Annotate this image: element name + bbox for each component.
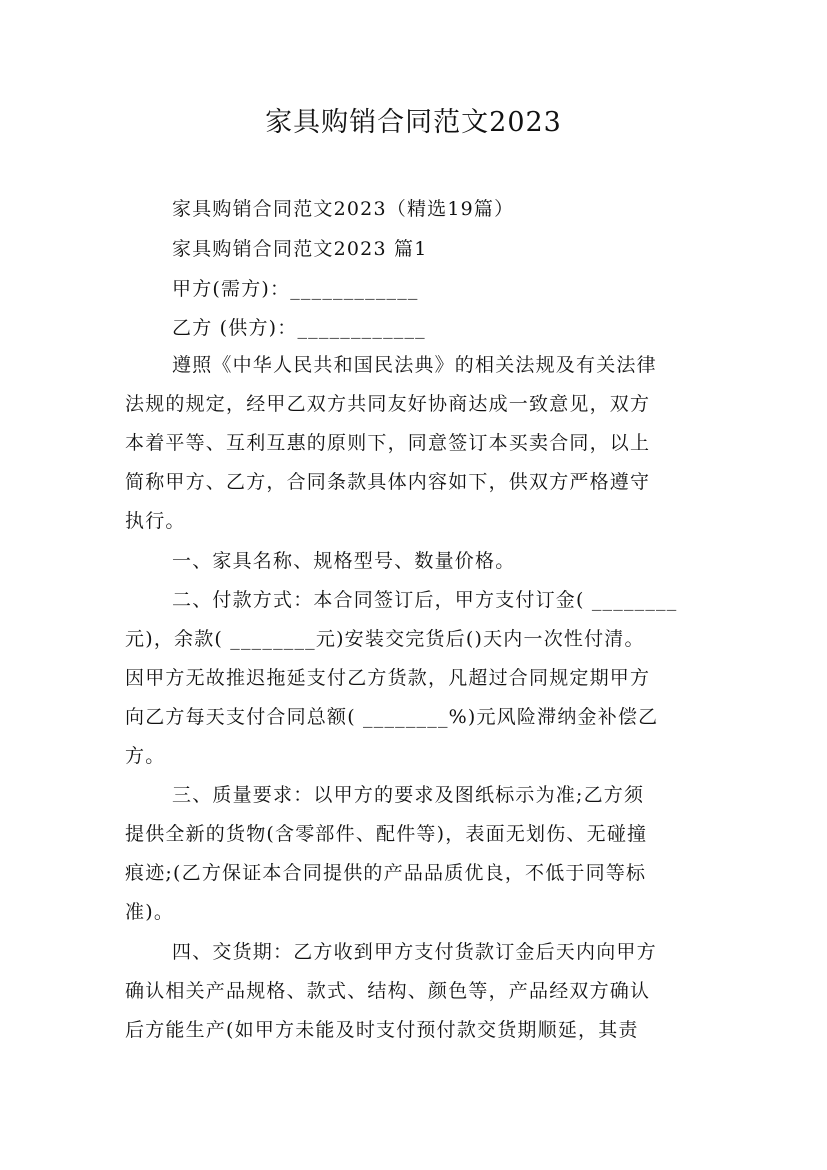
clause-line: 向乙方每天支付合同总额( ________%)元风险滞纳金补偿乙 (125, 706, 659, 728)
party-b-line: 乙方 (供方)：____________ (172, 317, 426, 339)
clause-line: 一、家具名称、规格型号、数量价格。 (172, 550, 516, 572)
clause-line: 确认相关产品规格、款式、结构、颜色等，产品经双方确认 (125, 980, 651, 1002)
clause-line: 因甲方无故推迟拖延支付乙方货款，凡超过合同规定期甲方 (125, 667, 651, 689)
clause-line: 三、质量要求：以甲方的要求及图纸标示为准;乙方须 (172, 784, 645, 806)
clause-line: 痕迹;(乙方保证本合同提供的产品品质优良，不低于同等标 (125, 862, 647, 884)
paragraph-line: 遵照《中华人民共和国民法典》的相关法规及有关法律 (172, 354, 657, 376)
paragraph-line: 简称甲方、乙方，合同条款具体内容如下，供双方严格遵守 (125, 471, 651, 493)
paragraph-line: 法规的规定，经甲乙双方共同友好协商达成一致意见，双方 (125, 393, 651, 415)
paragraph-line: 本着平等、互利互惠的原则下，同意签订本买卖合同，以上 (125, 432, 651, 454)
party-a-line: 甲方(需方)：____________ (172, 278, 419, 300)
clause-line: 二、付款方式：本合同签订后，甲方支付订金( ________ (172, 589, 678, 611)
clause-line: 四、交货期：乙方收到甲方支付货款订金后天内向甲方 (172, 941, 657, 963)
clause-line: 准)。 (125, 901, 175, 923)
document-title: 家具购销合同范文2023 (265, 107, 562, 138)
clause-line: 提供全新的货物(含零部件、配件等)，表面无划伤、无碰撞 (125, 823, 648, 845)
clause-line: 元)，余款( ________元)安装交完货后()天内一次性付清。 (125, 628, 645, 650)
subtitle-line: 家具购销合同范文2023（精选19篇） (172, 198, 515, 220)
section-heading: 家具购销合同范文2023 篇1 (172, 238, 428, 260)
clause-line: 后方能生产(如甲方未能及时支付预付款交货期顺延，其责 (125, 1019, 639, 1041)
paragraph-line: 执行。 (125, 510, 186, 532)
clause-line: 方。 (125, 745, 166, 767)
